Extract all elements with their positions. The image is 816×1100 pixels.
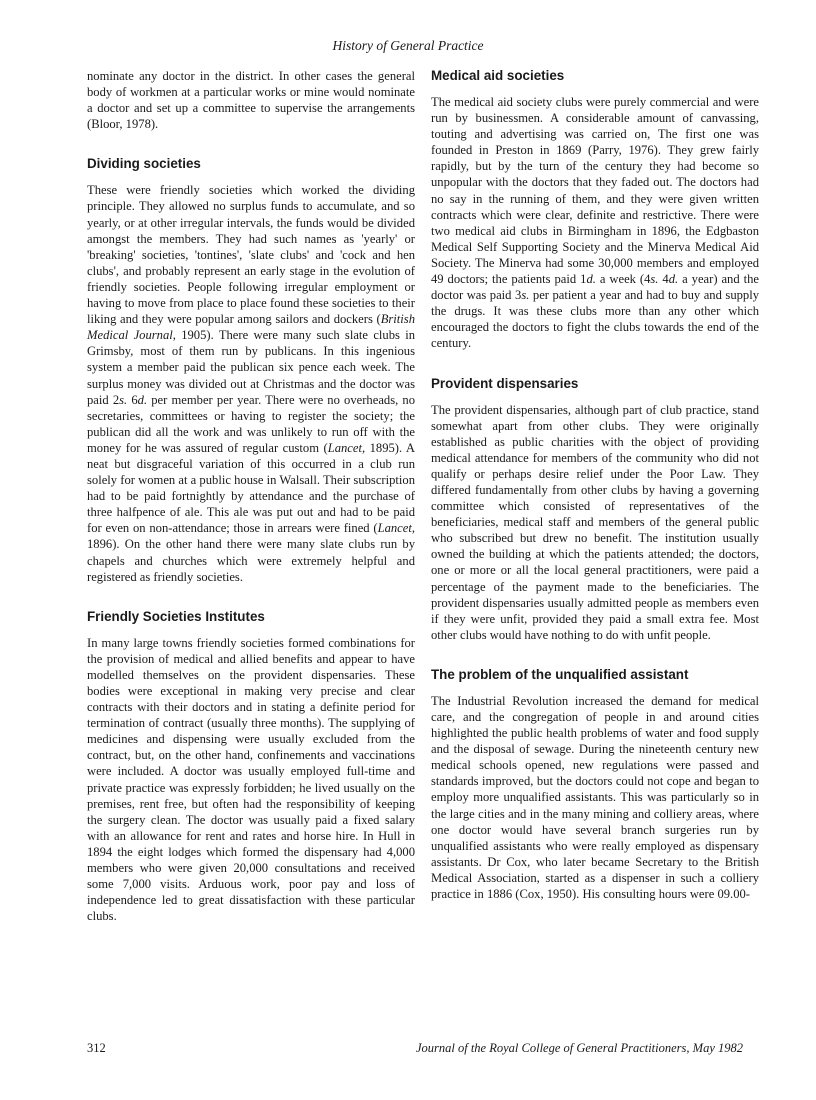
friendly-societies-paragraph: In many large towns friendly societies formed combinations for the provision of medical and allied benefits and appear to have modelled themselves on the provident dispensaries. These bodies were exceptional in making very precise and clear contracts with their doctors and in stating a definite period for termination of contract (usually three months). The supplying of medicines and dispensing were usually excluded from the contract, but, on the other hand, confinements and vaccinations were included. A doctor was usually employed full-time and private practice was expressly forbidden; he lived usually on the premises, rent free, but often had the responsibility of keeping the surgery clean. The doctor was usually paid a fixed salary with an allowance for rent and rates and horse hire. In Hull in 1894 the eight lodges which formed the dispensary had 4,000 members who were given 20,000 consultations and received some 7,000 visits. Arduous work, poor pay and loss of independence led to great dissatisfaction with these particular clubs. [87, 635, 415, 924]
medical-aid-paragraph: The medical aid society clubs were purely commercial and were run by businessmen. A considerable amount of canvassing, touting and advertising was carried on, The first one was founded in Preston in 1869 (Parry, 1976). They grew fairly rapidly, but by the turn of the century they had become so unpopular with the doctors that they faded out. The doctors had no say in the running of them, and they were given written contracts which were clear, definite and restrictive. There were two medical aid clubs in Birmingham in 1896, the Edgbaston Medical Self Supporting Society and the Minerva Medical Aid Society. The Minerva had some 30,000 members and employed 49 doctors; the patients paid 1d. a week (4s. 4d. a year) and the doctor was paid 3s. per patient a year and had to buy and supply the drugs. It was these clubs more than any other which encouraged the doctors to fight the clubs towards the end of the century. [431, 95, 760, 351]
dividing-societies-paragraph: These were friendly societies which worked the dividing principle. They allowed no surplus funds to accumulate, and so yearly, or at other irregular intervals, the funds would be divided amongst the members. They had such names as 'yearly' or 'breaking' societies, 'tontines', 'slate clubs' and 'cock and hen clubs', and probably represent an early stage in the evolution of friendly societies. People following irregular employment or having to move from place to place found these societies to their liking and they were popular among sailors and dockers (British Medical Journal, 1905). There were many such slate clubs in Grimsby, most of them run by publicans. In this ingenious system a member paid the publican six pence each week. The surplus money was divided out at Christmas and the doctor was paid 2s. 6d. per member per year. There were no overheads, no secretaries, committees or having to register the society; the publican did all the work and was unlikely to run off with the money for he was assured of regular custom (Lancet, 1895). A neat but disgraceful variation of this occurred in a club run solely for women at a public house in Walsall. Their subscription had to be paid fortnightly by attendance and the purchase of three halfpence of ale. This ale was put out and had to be paid for even on non-attendance; those in arrears were fined (Lancet, 1896). On the other hand there were many slate clubs run by chapels and churches which were extremely helpful and registered as friendly societies. [87, 183, 415, 584]
citation-lancet-1895: Lancet, [327, 440, 366, 455]
intro-paragraph: nominate any doctor in the district. In other cases the general body of workmen at a particular works or mine would nominate a doctor and set up a committee to supervise the arrangements (Bloor, 1978). [87, 69, 415, 132]
heading-medical-aid-societies: Medical aid societies [431, 68, 565, 83]
journal-citation-footer: Journal of the Royal College of General Practitioners, May 1982 [415, 1041, 743, 1055]
heading-unqualified-assistant: The problem of the unqualified assistant [431, 666, 689, 682]
right-column [431, 68, 759, 902]
heading-dividing-societies: Dividing societies [87, 156, 201, 172]
unqualified-assistant-paragraph: The Industrial Revolution increased the demand for medical care, and the congregation of people in and around cities highlighted the public health problems of water and food supply and the disposal of sewage. During the nineteenth century new medical schools opened, new regulations were passed and standards improved, but the doctors could not cope and began to employ more unqualified assistants. This was particularly so in the large cities and in the many mining and colliery areas, where one doctor would have several branch surgeries run by unqualified assistants who were really employed as dispensary assistants. Dr Cox, who later became Secretary to the British Medical Association, started as a dispenser in such a colliery practice in 1886 (Cox, 1950). His consulting hours were 09.00- [431, 693, 759, 902]
heading-provident-dispensaries: Provident dispensaries [431, 375, 579, 391]
page-number: 312 [87, 1041, 106, 1055]
citation-lancet-1896: Lancet, [377, 521, 415, 536]
left-column [87, 68, 415, 924]
heading-friendly-societies-institutes: Friendly Societies Institutes [87, 608, 265, 624]
running-head: History of General Practice [332, 38, 484, 53]
provident-dispensaries-paragraph: The provident dispensaries, although part of club practice, stand somewhat apart from other clubs. They were originally established as public charities with the object of providing medical attendance for members of the community who did not qualify or perhaps desire relief under the Poor Law. They differed fundamentally from other clubs by having a governing committee which consisted of representatives of the beneficiaries, medical staff and members of the general public who subscribed but drew no benefit. The institution usually owned the building at which the patients attended; the doctors, one or more or all the local general practitioners, were paid a percentage of the payment made to the beneficiaries. The provident dispensaries usually admitted people as members even if they were unfit, provided they paid a small extra fee. Most other clubs would have nothing to do with unfit people. [431, 402, 759, 642]
citation-bmj: British Medical Journal, [87, 312, 415, 343]
